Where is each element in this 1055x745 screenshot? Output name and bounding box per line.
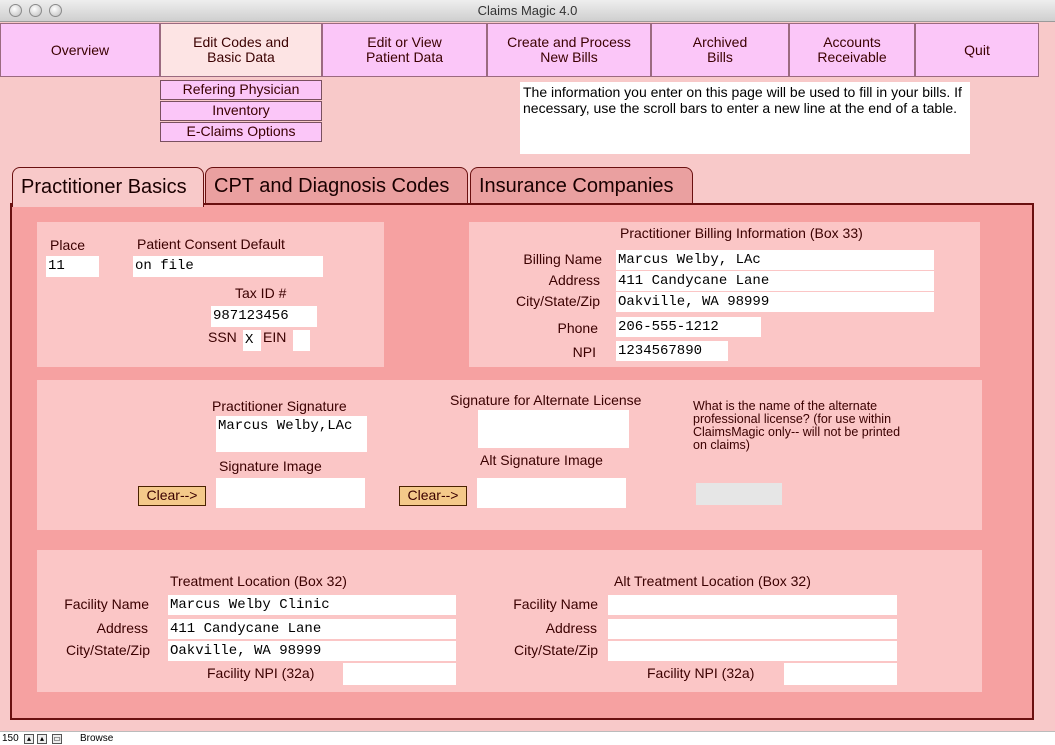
tax-id-field[interactable]: 987123456 <box>211 306 317 327</box>
nav-edit-codes-button[interactable]: Edit Codes and Basic Data <box>160 23 322 77</box>
tax-id-label: Tax ID # <box>235 285 287 301</box>
nav-new-bills-button[interactable]: Create and Process New Bills <box>487 23 651 77</box>
patient-consent-field[interactable]: on file <box>133 256 323 277</box>
alt-facility-address-label: Address <box>545 620 597 636</box>
alt-license-name-field[interactable] <box>696 483 782 505</box>
patient-consent-label: Patient Consent Default <box>137 236 285 252</box>
window-title: Claims Magic 4.0 <box>477 3 578 18</box>
billing-phone-field[interactable]: 206-555-1212 <box>616 317 761 337</box>
e-claims-options-button[interactable]: E-Claims Options <box>160 122 322 142</box>
alt-signature-image-field[interactable] <box>477 478 626 508</box>
ein-label: EIN <box>263 329 287 345</box>
inventory-button[interactable]: Inventory <box>160 101 322 121</box>
alt-facility-name-field[interactable] <box>608 595 897 615</box>
zoom-out-icon[interactable]: ▴ <box>24 734 34 744</box>
facility-city-field[interactable]: Oakville, WA 98999 <box>168 641 456 661</box>
billing-npi-field[interactable]: 1234567890 <box>616 341 728 361</box>
clear-signature-button[interactable]: Clear--> <box>138 486 206 506</box>
place-field[interactable]: 11 <box>46 256 99 277</box>
alt-signature-field[interactable] <box>478 410 629 448</box>
alt-facility-city-field[interactable] <box>608 641 897 661</box>
zoom-in-icon[interactable]: ▴ <box>37 734 47 744</box>
alt-facility-address-field[interactable] <box>608 619 897 639</box>
billing-address-field[interactable]: 411 Candycane Lane <box>616 271 934 291</box>
zoom-level[interactable]: 150 <box>2 733 19 744</box>
facility-npi-label: Facility NPI (32a) <box>207 665 315 681</box>
billing-name-label: Billing Name <box>523 251 602 267</box>
signature-image-field[interactable] <box>216 478 365 508</box>
place-label: Place <box>50 237 86 253</box>
refering-physician-button[interactable]: Refering Physician <box>160 80 322 100</box>
billing-heading: Practitioner Billing Information (Box 33) <box>620 225 863 241</box>
nav-quit-button[interactable]: Quit <box>915 23 1039 77</box>
practitioner-signature-field[interactable]: Marcus Welby,LAc <box>216 416 367 452</box>
title-bar <box>0 0 1055 22</box>
billing-phone-label: Phone <box>557 320 598 336</box>
alt-license-question: What is the name of the alternate professional license? (for use within ClaimsMagic only-- will not be printed on claims) <box>693 399 901 452</box>
nav-accounts-receivable-button[interactable]: Accounts Receivable <box>789 23 915 77</box>
info-note: The information you enter on this page will be used to fill in your bills. If necessary, use the scroll bars to enter a new line at the end of a table. <box>520 82 970 154</box>
status-bar <box>0 731 1055 745</box>
alt-facility-npi-field[interactable] <box>784 663 897 685</box>
signature-image-label: Signature Image <box>219 458 322 474</box>
facility-city-label: City/State/Zip <box>65 642 150 658</box>
billing-city-label: City/State/Zip <box>515 293 600 309</box>
alt-treatment-heading: Alt Treatment Location (Box 32) <box>614 573 811 589</box>
facility-name-label: Facility Name <box>64 596 149 612</box>
ssn-checkbox[interactable]: X <box>243 330 261 351</box>
clear-alt-signature-button[interactable]: Clear--> <box>399 486 467 506</box>
toggle-status-area-icon[interactable]: ▭ <box>53 734 61 743</box>
tab-practitioner-basics[interactable]: Practitioner Basics <box>12 167 204 207</box>
nav-archived-bills-button[interactable]: Archived Bills <box>651 23 789 77</box>
alt-signature-label: Signature for Alternate License <box>450 392 642 408</box>
alt-facility-name-label: Facility Name <box>513 596 598 612</box>
practitioner-signature-label: Practitioner Signature <box>212 398 347 414</box>
facility-npi-field[interactable] <box>343 663 456 685</box>
billing-name-field[interactable]: Marcus Welby, LAc <box>616 250 934 270</box>
billing-address-label: Address <box>548 272 600 288</box>
alt-facility-city-label: City/State/Zip <box>513 642 598 658</box>
billing-npi-label: NPI <box>572 344 596 360</box>
ssn-label: SSN <box>208 329 237 345</box>
mode-indicator: Browse <box>80 733 114 744</box>
ein-checkbox[interactable] <box>293 330 310 351</box>
facility-address-field[interactable]: 411 Candycane Lane <box>168 619 456 639</box>
nav-overview-button[interactable]: Overview <box>0 23 160 77</box>
treatment-heading: Treatment Location (Box 32) <box>170 573 347 589</box>
alt-facility-npi-label: Facility NPI (32a) <box>647 665 755 681</box>
nav-patient-data-button[interactable]: Edit or View Patient Data <box>322 23 487 77</box>
tab-cpt-diagnosis-codes[interactable]: CPT and Diagnosis Codes <box>205 167 468 205</box>
alt-signature-image-label: Alt Signature Image <box>480 452 603 468</box>
tab-insurance-companies[interactable]: Insurance Companies <box>470 167 693 205</box>
facility-address-label: Address <box>96 620 148 636</box>
billing-city-field[interactable]: Oakville, WA 98999 <box>616 292 934 312</box>
facility-name-field[interactable]: Marcus Welby Clinic <box>168 595 456 615</box>
